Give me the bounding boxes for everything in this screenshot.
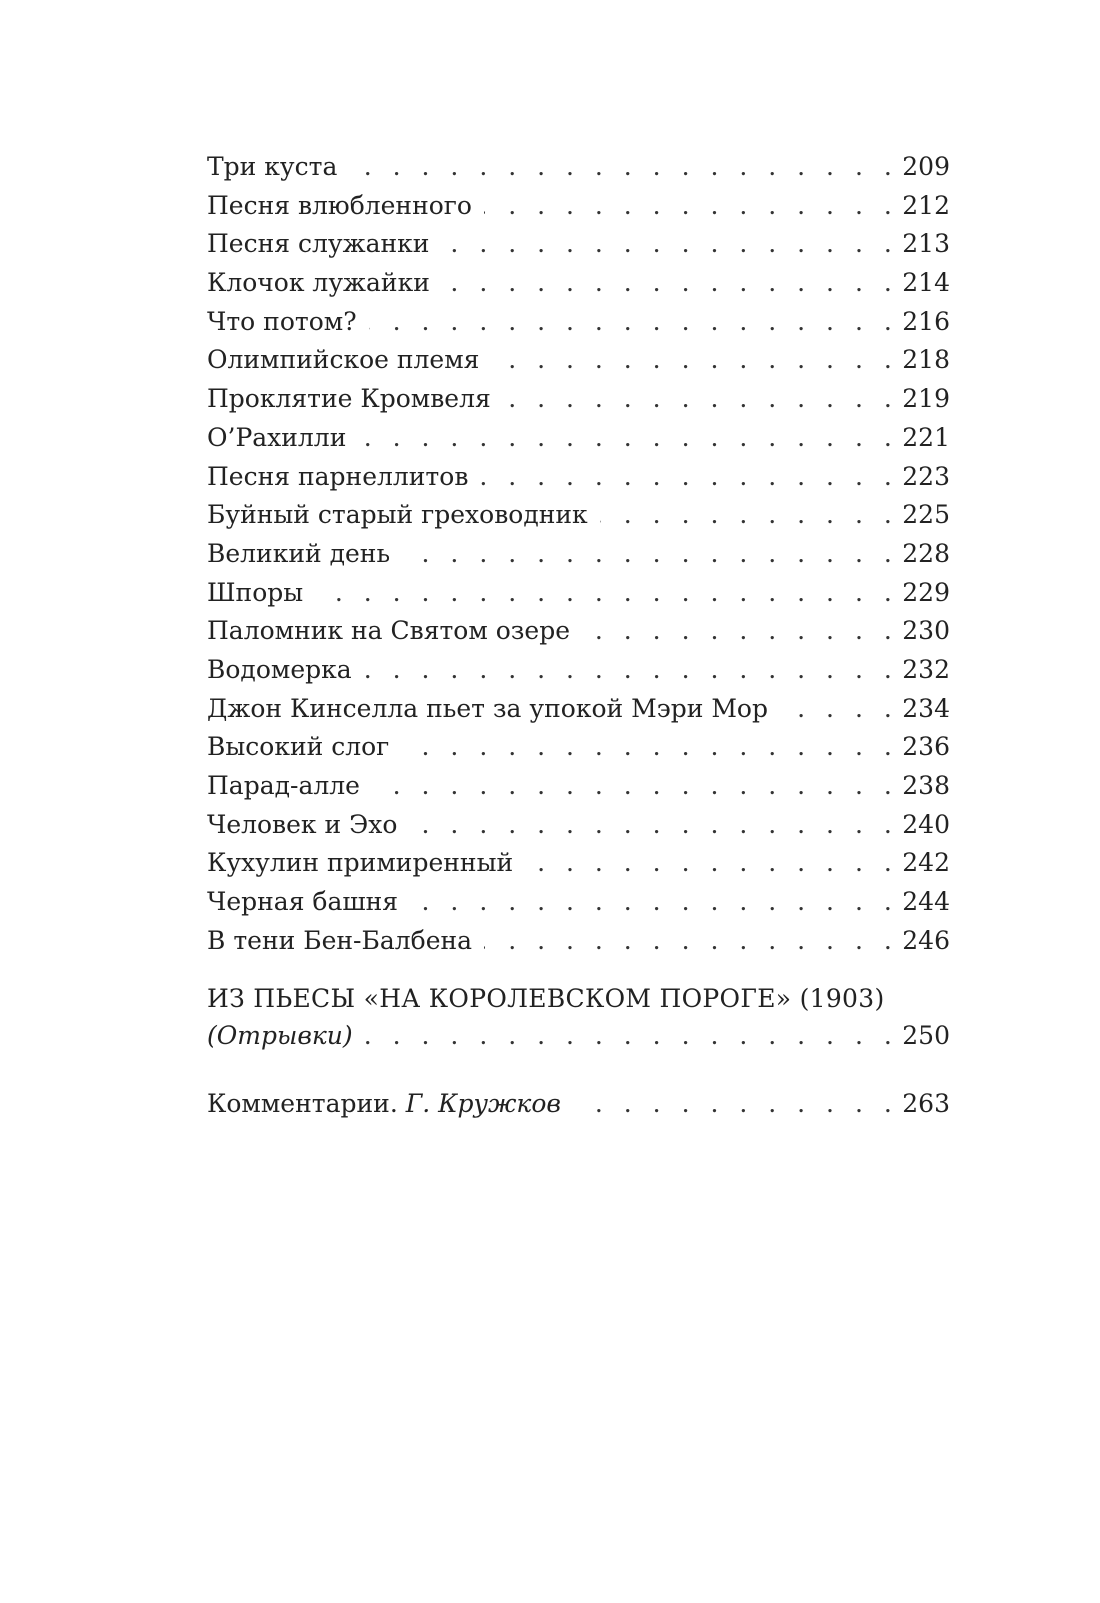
toc-entry-page: 240 bbox=[902, 809, 950, 839]
toc-entry[interactable] bbox=[207, 844, 950, 883]
dot-leader bbox=[349, 148, 898, 187]
toc-entry-page: 209 bbox=[902, 152, 950, 181]
toc-entry-page: 230 bbox=[902, 616, 950, 646]
play-excerpt-entry[interactable] bbox=[207, 1017, 950, 1056]
toc-entry-title: Три куста bbox=[207, 152, 338, 181]
toc-entry-page: 232 bbox=[902, 654, 950, 684]
toc-entry[interactable] bbox=[207, 380, 950, 419]
toc-entry[interactable] bbox=[207, 922, 950, 961]
toc-entry[interactable] bbox=[207, 496, 950, 535]
toc-entry[interactable] bbox=[207, 728, 950, 767]
toc-entry[interactable] bbox=[207, 574, 950, 613]
toc-entry-page: 244 bbox=[902, 887, 950, 917]
toc-entry-title: Человек и Эхо bbox=[207, 809, 398, 839]
toc-entry-title: Песня служанки bbox=[207, 229, 430, 259]
toc-entry-page: 229 bbox=[902, 577, 950, 607]
comments-author: Г. Кружков bbox=[405, 1089, 561, 1118]
comments-title bbox=[207, 1085, 561, 1124]
toc-entry-page: 223 bbox=[902, 461, 950, 491]
toc-entry-page: 238 bbox=[902, 771, 950, 800]
toc-entry-title: Что потом? bbox=[207, 306, 357, 336]
toc-entry-title: Клочок лужайки bbox=[207, 268, 430, 298]
toc-entry-page: 236 bbox=[902, 732, 950, 762]
play-heading: ИЗ ПЬЕСЫ «НА КОРОЛЕВСКОМ ПОРОГЕ» (1903) bbox=[207, 984, 885, 1013]
dot-leader bbox=[525, 844, 898, 883]
toc-entry-title: Олимпийское племя bbox=[207, 345, 480, 375]
comments-section bbox=[207, 1085, 950, 1124]
dot-leader bbox=[441, 225, 898, 264]
toc-entry-title: Парад-алле bbox=[207, 771, 360, 800]
toc-entry[interactable] bbox=[207, 341, 950, 380]
dot-leader bbox=[401, 728, 898, 767]
toc-entry-title: Высокий слог bbox=[207, 732, 390, 762]
toc-entry-page: 221 bbox=[902, 422, 950, 452]
dot-leader bbox=[409, 806, 898, 845]
toc-entry-title: Великий день bbox=[207, 538, 391, 568]
toc-entry-title: Шпоры bbox=[207, 577, 304, 607]
toc-entry[interactable] bbox=[207, 612, 950, 651]
toc-entry-page: 246 bbox=[902, 925, 950, 955]
toc-entry-page: 234 bbox=[902, 693, 950, 723]
toc-entry-page: 214 bbox=[902, 268, 950, 298]
dot-leader bbox=[372, 767, 898, 806]
dot-leader bbox=[582, 612, 898, 651]
toc-entry[interactable] bbox=[207, 458, 950, 497]
dot-leader bbox=[600, 496, 899, 535]
toc-entry[interactable] bbox=[207, 767, 950, 806]
dot-leader bbox=[573, 1085, 898, 1124]
toc-entry-title: Буйный старый греховодник bbox=[207, 500, 588, 530]
toc-entry-page: 216 bbox=[902, 306, 950, 336]
toc-entry-page: 228 bbox=[902, 538, 950, 568]
dot-leader bbox=[780, 690, 898, 729]
toc-entry[interactable] bbox=[207, 225, 950, 264]
toc-entry-title: Песня парнеллитов bbox=[207, 461, 469, 491]
toc-entry-title: Проклятие Кромвеля bbox=[207, 384, 491, 414]
toc-entry-title: Кухулин примиренный bbox=[207, 848, 514, 878]
toc-entry-page: 213 bbox=[902, 229, 950, 259]
toc-entry[interactable] bbox=[207, 806, 950, 845]
table-of-contents bbox=[207, 148, 950, 960]
toc-entry-page: 219 bbox=[902, 384, 950, 414]
dot-leader bbox=[402, 535, 898, 574]
toc-entry[interactable] bbox=[207, 303, 950, 342]
dot-leader bbox=[358, 419, 898, 458]
dot-leader bbox=[369, 303, 899, 342]
dot-leader bbox=[364, 651, 899, 690]
toc-entry-page: 212 bbox=[902, 190, 950, 220]
toc-entry[interactable] bbox=[207, 690, 950, 729]
play-excerpt-subtitle: (Отрывки) bbox=[207, 1021, 353, 1050]
toc-entry[interactable] bbox=[207, 419, 950, 458]
toc-entry[interactable] bbox=[207, 187, 950, 226]
dot-leader bbox=[365, 1017, 899, 1056]
play-excerpt-section bbox=[207, 981, 950, 1056]
toc-entry-title: Паломник на Святом озере bbox=[207, 616, 571, 646]
toc-entry-page: 218 bbox=[902, 345, 950, 375]
dot-leader bbox=[315, 574, 898, 613]
toc-entry-title: Джон Кинселла пьет за упокой Мэри Мор bbox=[207, 693, 768, 723]
toc-entry-title: Черная башня bbox=[207, 887, 399, 917]
toc-entry-page: 225 bbox=[902, 500, 950, 530]
dot-leader bbox=[503, 380, 899, 419]
toc-entry-title: О’Рахилли bbox=[207, 422, 347, 452]
comments-page: 263 bbox=[902, 1089, 950, 1118]
toc-entry-title: Водомерка bbox=[207, 654, 352, 684]
dot-leader bbox=[410, 883, 898, 922]
toc-entry-page: 242 bbox=[902, 848, 950, 878]
toc-entry[interactable] bbox=[207, 651, 950, 690]
comments-label: Комментарии. bbox=[207, 1089, 406, 1118]
dot-leader bbox=[480, 458, 898, 497]
toc-entry[interactable] bbox=[207, 883, 950, 922]
toc-entry[interactable] bbox=[207, 148, 950, 187]
toc-entry[interactable] bbox=[207, 264, 950, 303]
toc-entry[interactable] bbox=[207, 535, 950, 574]
dot-leader bbox=[484, 187, 898, 226]
dot-leader bbox=[484, 922, 898, 961]
toc-entry-title: Песня влюбленного bbox=[207, 190, 472, 220]
dot-leader bbox=[442, 264, 898, 303]
toc-entry-title: В тени Бен-Балбена bbox=[207, 925, 473, 955]
comments-entry[interactable] bbox=[207, 1085, 950, 1124]
dot-leader bbox=[491, 341, 898, 380]
play-excerpt-page: 250 bbox=[902, 1021, 950, 1050]
